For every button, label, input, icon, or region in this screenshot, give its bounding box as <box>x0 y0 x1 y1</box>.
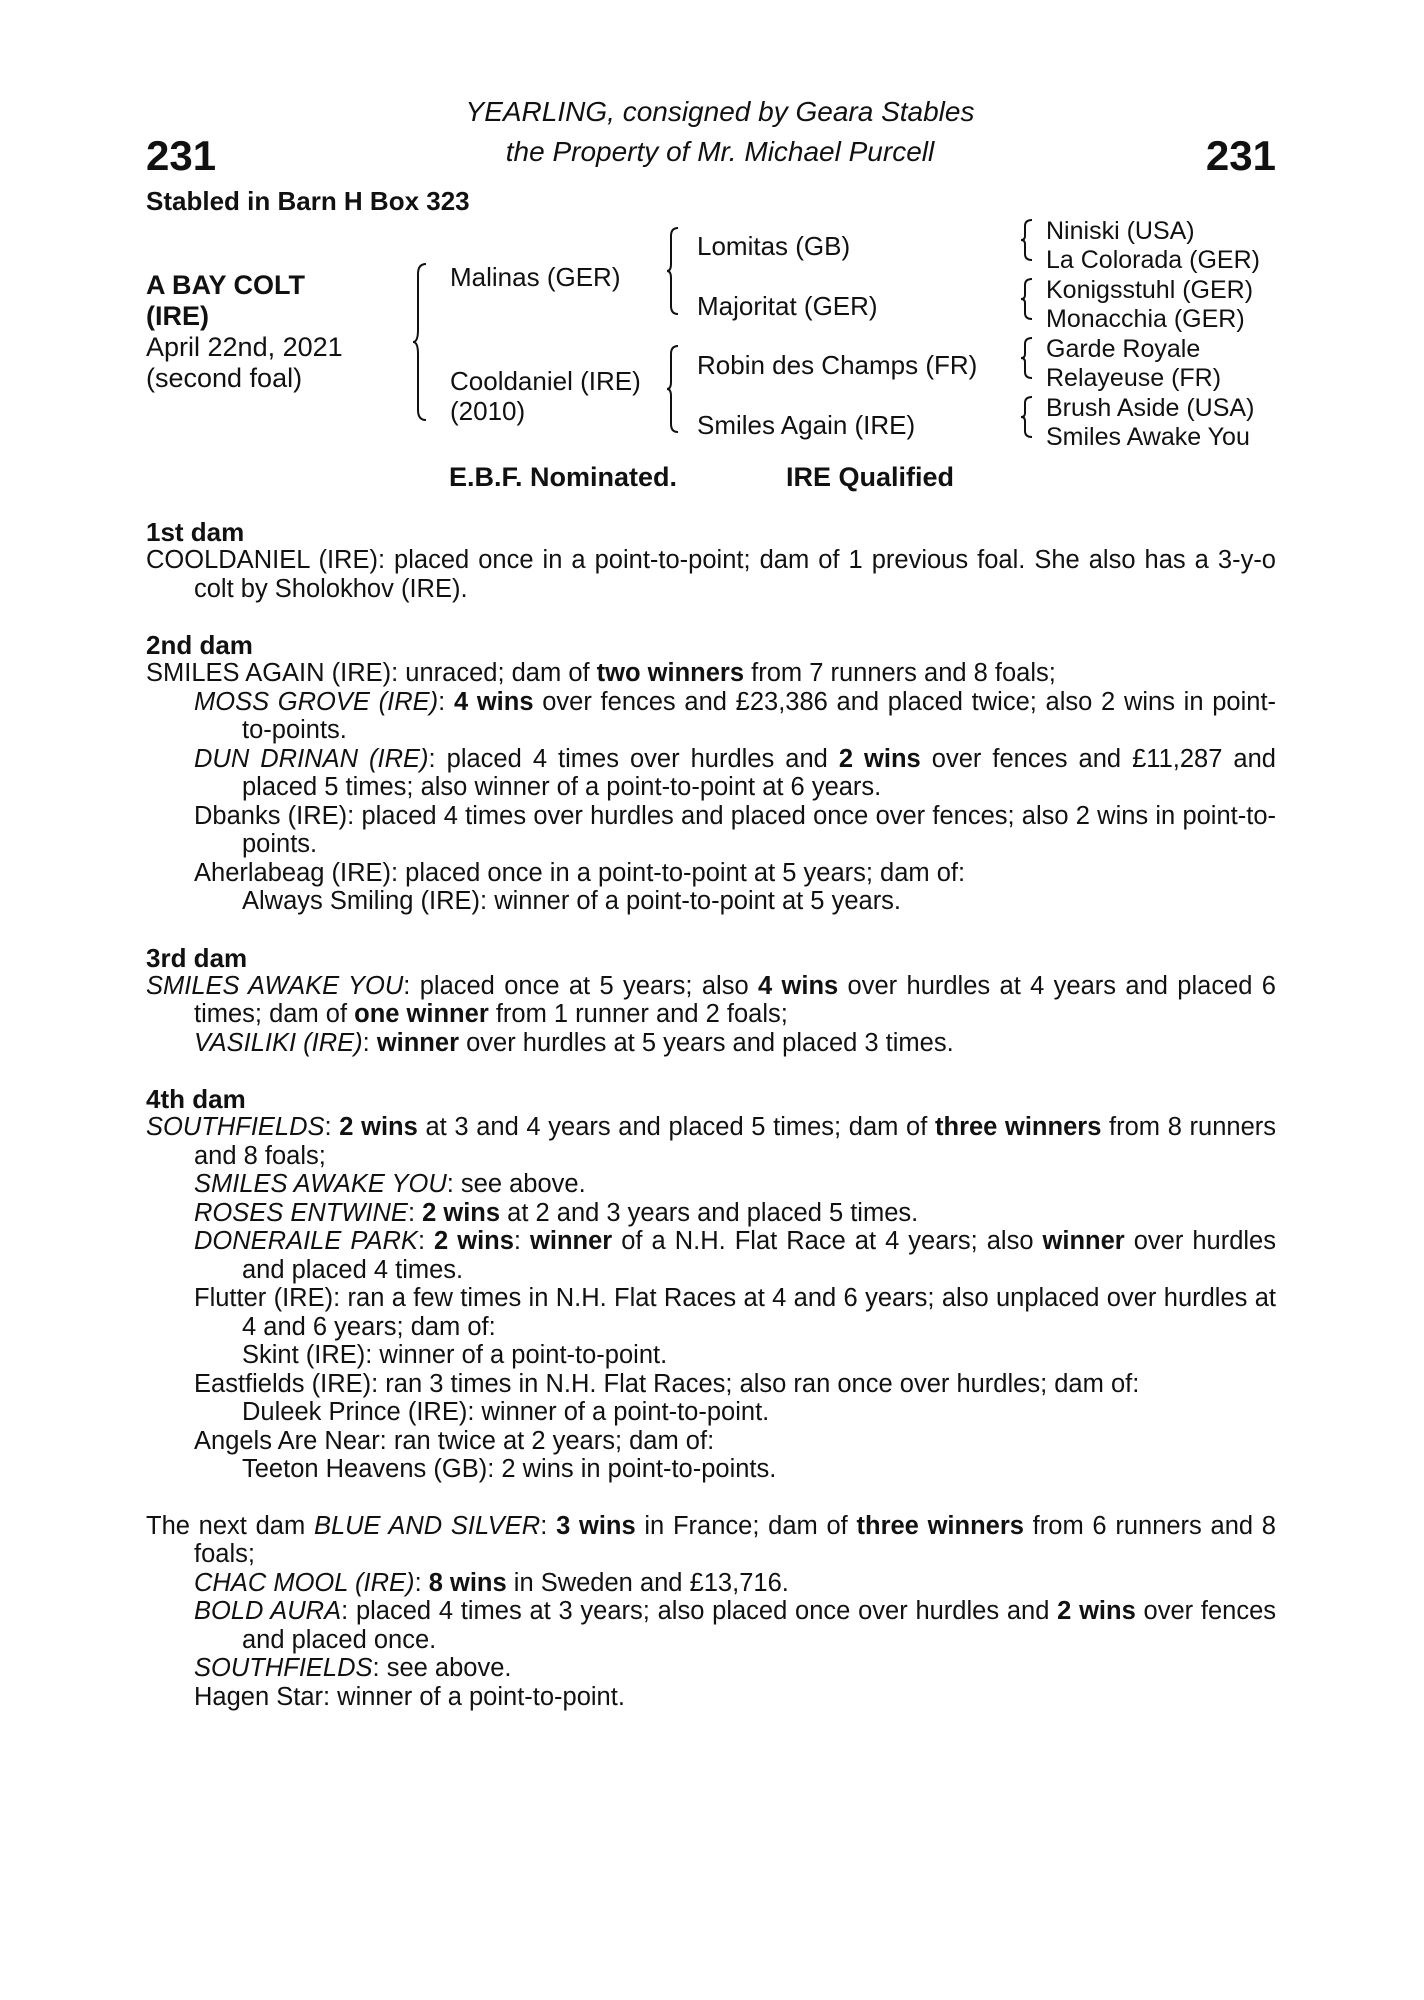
ggp-4: Monacchia (GER) <box>1046 305 1245 333</box>
second-dam-section <box>146 631 1276 916</box>
third-dam-heading: 3rd dam <box>146 942 248 973</box>
text-run: SMILES AGAIN (IRE): unraced; dam of <box>146 659 597 687</box>
text-run-bold: 8 wins <box>428 1568 507 1597</box>
text-run: at 2 and 3 years and placed 5 times. <box>500 1198 919 1227</box>
pedigree-bracket-sire <box>666 226 680 316</box>
text-run: The next dam <box>146 1511 314 1540</box>
text-run: from 6 runners and 8 foals; <box>194 1511 1276 1568</box>
progeny-dbanks: Dbanks (IRE): placed 4 times over hurdles and placed once over fences; also 2 wins in point-to-points. <box>194 801 1276 858</box>
sire-sire: Lomitas (GB) <box>697 231 851 261</box>
second-dam-intro <box>146 659 1276 688</box>
ggp-8: Smiles Awake You <box>1046 423 1250 451</box>
next-dam-text <box>146 1512 1276 1569</box>
dam-dam: Smiles Again (IRE) <box>697 410 916 440</box>
text-run: over hurdles at 5 years and placed 3 times. <box>459 1028 954 1057</box>
horse-name: MOSS GROVE (IRE) <box>194 687 439 716</box>
text-run-bold: 4 wins <box>453 687 534 716</box>
text-run: : placed 4 times at 3 years; also placed once over hurdles and <box>341 1597 1058 1625</box>
third-dam-section <box>146 944 1276 1058</box>
text-run-bold: winner <box>376 1028 459 1057</box>
second-dam-heading: 2nd dam <box>146 630 253 660</box>
text-run: : placed 4 times over hurdles and <box>428 744 839 773</box>
fourth-dam-section <box>146 1085 1276 1484</box>
text-run-bold: winner <box>530 1227 613 1255</box>
progeny-roses-entwine: ROSES ENTWINE: 2 wins at 2 and 3 years and placed 5 times. <box>194 1198 919 1227</box>
ggp-5: Garde Royale <box>1046 335 1201 363</box>
dam-name: Cooldaniel (IRE) <box>450 366 641 396</box>
progeny-doneraile-park: DONERAILE PARK: 2 wins: winner of a N.H. Flat Race at 4 years; also winner over hurdles and placed 4 times. <box>194 1227 1276 1284</box>
progeny-angels-are-near: Angels Are Near: ran twice at 2 years; dam of: <box>194 1426 715 1455</box>
text-run-bold: winner <box>1042 1227 1125 1255</box>
progeny-skint: Skint (IRE): winner of a point-to-point. <box>242 1341 668 1369</box>
progeny-duleek-prince: Duleek Prince (IRE): winner of a point-to-point. <box>242 1398 770 1426</box>
sire: Malinas (GER) <box>450 262 621 292</box>
lot-number-right: 231 <box>1205 132 1276 179</box>
pedigree-bracket-g3 <box>1020 336 1034 380</box>
text-run-bold: 2 wins <box>339 1113 418 1141</box>
ggp-2: La Colorada (GER) <box>1046 246 1260 274</box>
text-run: : see above. <box>372 1654 512 1682</box>
ggp-7: Brush Aside (USA) <box>1046 394 1255 422</box>
sire-dam: Majoritat (GER) <box>697 291 878 321</box>
pedigree-bracket-g2 <box>1020 277 1034 321</box>
ggp-3: Konigsstuhl (GER) <box>1046 276 1254 304</box>
text-run: over hurdles at 4 years and placed 6 times; dam of <box>194 971 1276 1028</box>
horse-name: BOLD AURA <box>194 1597 342 1625</box>
ebf-badge: E.B.F. Nominated. <box>449 462 678 492</box>
pedigree-bracket-g4 <box>1020 395 1034 439</box>
dam-year: (2010) <box>450 396 526 426</box>
text-run: : <box>540 1511 557 1540</box>
horse-name: SMILES AWAKE YOU <box>194 1170 447 1198</box>
foal-note: (second foal) <box>146 363 303 393</box>
text-run: from 7 runners and 8 foals; <box>744 659 1056 687</box>
horse-name: SOUTHFIELDS <box>146 1113 325 1141</box>
fourth-dam-text: SOUTHFIELDS: 2 wins at 3 and 4 years and placed 5 times; dam of three winners from 8 runners and 8 foals; <box>146 1113 1276 1170</box>
text-run-bold: 2 wins <box>838 744 921 773</box>
text-run-bold: two winners <box>596 659 745 687</box>
text-run: from 8 runners and 8 foals; <box>194 1113 1276 1170</box>
text-run: from 1 runner and 2 foals; <box>488 1000 788 1028</box>
text-run-bold: one winner <box>354 1000 489 1028</box>
progeny-moss-grove: MOSS GROVE (IRE): 4 wins over fences and £23,386 and placed twice; also 2 wins in point-to-points. <box>194 687 1277 744</box>
property-line: the Property of Mr. Michael Purcell <box>505 136 935 167</box>
consignor-line: YEARLING, consigned by Geara Stables <box>465 96 975 127</box>
text-run: at 3 and 4 years and placed 5 times; dam of <box>417 1113 935 1141</box>
pedigree-bracket-dam <box>666 344 680 434</box>
catalogue-content <box>146 518 1276 1739</box>
progeny-dun-drinan <box>146 745 1276 802</box>
horse-description <box>146 270 343 394</box>
progeny-flutter: Flutter (IRE): ran a few times in N.H. Flat Races at 4 and 6 years; also unplaced over hurdles at 4 and 6 years; dam of: <box>194 1284 1276 1341</box>
text-run: in Sweden and £13,716. <box>506 1568 789 1597</box>
lot-number-left: 231 <box>146 132 217 179</box>
horse-title: A BAY COLT <box>146 270 306 300</box>
text-run: over fences and placed once. <box>242 1597 1277 1654</box>
text-run-bold: 2 wins <box>434 1227 514 1255</box>
progeny-teeton-heavens: Teeton Heavens (GB): 2 wins in point-to-points. <box>242 1455 777 1483</box>
horse-name: DUN DRINAN (IRE) <box>194 744 429 773</box>
progeny-aherlabeag: Aherlabeag (IRE): placed once in a point-to-point at 5 years; dam of: <box>194 858 966 887</box>
pedigree-bracket-main <box>412 262 428 422</box>
ire-qualified-badge: IRE Qualified <box>786 462 955 492</box>
first-dam-heading: 1st dam <box>146 517 245 547</box>
horse-country: (IRE) <box>146 301 209 331</box>
foaling-date: April 22nd, 2021 <box>146 332 343 362</box>
text-run: over fences and £11,287 and placed 5 times; also winner of a point-to-point at 6 years. <box>242 744 1276 801</box>
horse-name: DONERAILE PARK <box>194 1227 418 1255</box>
progeny-bold-aura <box>146 1597 1276 1654</box>
text-run: in France; dam of <box>635 1511 857 1540</box>
progeny-southfields <box>146 1654 1276 1683</box>
first-dam-text: COOLDANIEL (IRE): placed once in a point-to-point; dam of 1 previous foal. She also has a 3-y-o colt by Sholokhov (IRE). <box>146 546 1276 603</box>
pedigree-bracket-g1 <box>1020 218 1034 262</box>
text-run: : see above. <box>446 1170 586 1198</box>
horse-name: CHAC MOOL (IRE) <box>194 1568 415 1597</box>
ggp-1: Niniski (USA) <box>1046 217 1195 245</box>
progeny-smiles-awake-you <box>146 1170 1276 1199</box>
text-run: : placed once at 5 years; also <box>403 971 758 1000</box>
horse-name: VASILIKI (IRE) <box>194 1028 363 1057</box>
text-run: over fences and £23,386 and placed twice; also 2 wins in point-to-points. <box>242 687 1277 744</box>
text-run-bold: 2 wins <box>1057 1597 1136 1625</box>
fourth-dam-heading: 4th dam <box>146 1084 246 1114</box>
progeny-chac-mool: CHAC MOOL (IRE): 8 wins in Sweden and £13,716. <box>194 1568 789 1597</box>
horse-name: SOUTHFIELDS <box>194 1654 373 1682</box>
horse-name: BLUE AND SILVER <box>313 1511 541 1540</box>
text-run-bold: 4 wins <box>757 971 839 1000</box>
first-dam-section <box>146 518 1276 603</box>
text-run-bold: 2 wins <box>422 1198 501 1227</box>
ggp-6: Relayeuse (FR) <box>1046 364 1222 392</box>
next-dam-section <box>146 1512 1276 1712</box>
stabling-info: Stabled in Barn H Box 323 <box>146 186 470 216</box>
progeny-vasiliki: VASILIKI (IRE): winner over hurdles at 5 years and placed 3 times. <box>194 1028 954 1057</box>
horse-name: ROSES ENTWINE <box>194 1198 408 1227</box>
progeny-hagen-star: Hagen Star: winner of a point-to-point. <box>194 1682 625 1711</box>
progeny-always-smiling: Always Smiling (IRE): winner of a point-to-point at 5 years. <box>242 887 902 915</box>
horse-name: SMILES AWAKE YOU <box>146 971 404 1000</box>
text-run: over hurdles and placed 4 times. <box>242 1227 1276 1284</box>
progeny-eastfields: Eastfields (IRE): ran 3 times in N.H. Flat Races; also ran once over hurdles; dam of: <box>194 1369 1140 1398</box>
third-dam-text <box>146 972 1276 1029</box>
text-run: of a N.H. Flat Race at 4 years; also <box>612 1227 1043 1255</box>
text-run-bold: three winners <box>935 1113 1102 1141</box>
text-run-bold: 3 wins <box>556 1511 636 1540</box>
dam-sire: Robin des Champs (FR) <box>697 350 978 380</box>
text-run-bold: three winners <box>856 1511 1024 1540</box>
